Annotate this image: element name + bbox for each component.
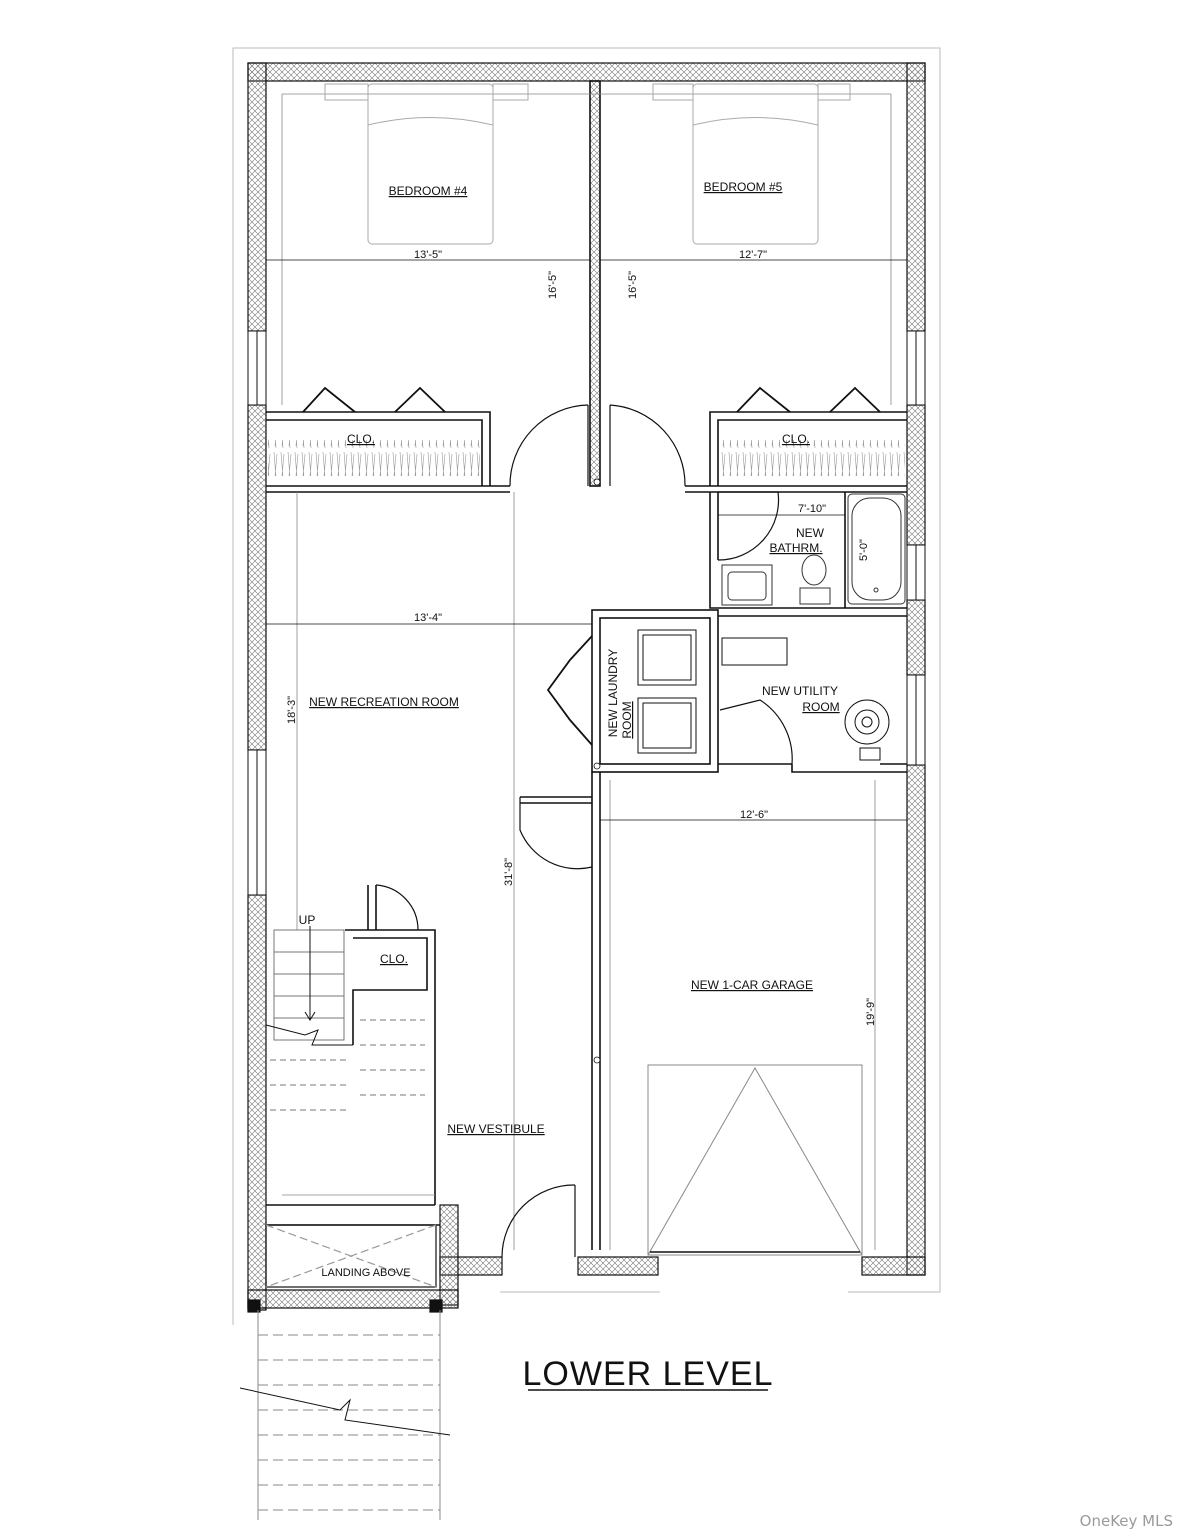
door-swings: [376, 405, 792, 1257]
label-closet-left: CLO.: [346, 432, 376, 446]
dim-bedroom4-width: 13'-5": [413, 249, 443, 261]
label-garage: NEW 1-CAR GARAGE: [690, 978, 814, 992]
dim-bedroom4-depth: 16'-5": [547, 270, 559, 300]
label-landing: LANDING ABOVE: [321, 1267, 411, 1279]
label-laundry-line1: NEW LAUNDRY: [606, 648, 620, 738]
label-laundry-line2: ROOM: [620, 701, 634, 739]
label-utility-line2: ROOM: [802, 700, 840, 714]
reference-lines: [282, 94, 891, 1250]
dim-recreation-depth: 18'-3": [286, 695, 298, 725]
bed-icon: [325, 84, 850, 244]
dim-vestibule-depth: 31'-8": [503, 857, 515, 887]
label-closet-right: CLO.: [781, 432, 811, 446]
label-utility-line1: NEW UTILITY: [761, 684, 839, 698]
label-bedroom-5: BEDROOM #5: [703, 180, 783, 194]
dim-garage-width: 12'-6": [739, 809, 769, 821]
label-bath-line2: BATHRM.: [769, 541, 823, 555]
dimension-lines: [266, 260, 907, 1063]
windows: [248, 331, 925, 895]
label-stair-closet: CLO.: [379, 952, 409, 966]
plan-title: LOWER LEVEL: [522, 1355, 774, 1393]
label-recreation-room: NEW RECREATION ROOM: [309, 695, 459, 709]
dim-recreation-width: 13'-4": [413, 612, 443, 624]
dim-bath-width: 7'-10": [797, 503, 827, 515]
label-stair-up: UP: [298, 913, 316, 927]
dim-bedroom5-width: 12'-7": [738, 249, 768, 261]
dim-bedroom5-depth: 16'-5": [627, 270, 639, 300]
dim-garage-depth: 19'-9": [865, 997, 877, 1027]
exterior-steps: [240, 1310, 450, 1520]
label-bath-line1: NEW: [796, 526, 824, 540]
label-bedroom-4: BEDROOM #4: [388, 184, 468, 198]
garage-door: [648, 1065, 862, 1255]
dim-bath-depth: 5'-0": [858, 539, 870, 561]
interior-walls: [266, 81, 907, 1250]
watermark: OneKey MLS: [1079, 1512, 1173, 1530]
label-vestibule: NEW VESTIBULE: [447, 1122, 545, 1136]
